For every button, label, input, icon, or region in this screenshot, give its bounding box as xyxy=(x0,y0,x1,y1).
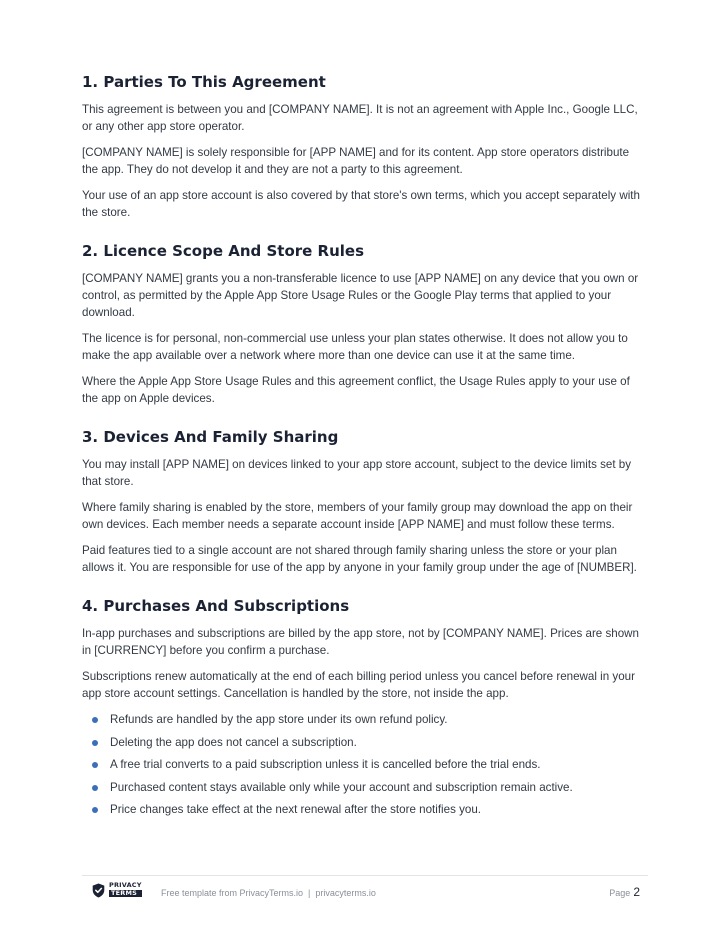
paragraph: Your use of an app store account is also covered by that store's own terms, which you accept separately with the store. xyxy=(82,189,640,219)
list-item-text: Deleting the app does not cancel a subscription. xyxy=(110,735,357,749)
bullet-icon xyxy=(92,785,98,791)
footer-separator: | xyxy=(308,888,311,898)
section-heading: 3. Devices And Family Sharing xyxy=(82,428,339,446)
section-licence-scope xyxy=(82,241,648,416)
list-item xyxy=(82,779,648,796)
paragraph: Paid features tied to a single account are not shared through family sharing unless the store or your plan allows it. You are responsible for use of the app by anyone in your family group under the age of [NUMBER]. xyxy=(82,544,637,574)
section-heading: 2. Licence Scope And Store Rules xyxy=(82,242,365,260)
paragraph: Subscriptions renew automatically at the end of each billing period unless you cancel before renewal in your app store account settings. Cancellation is handled by the store, not inside the app. xyxy=(82,670,635,700)
list-item-text: Price changes take effect at the next renewal after the store notifies you. xyxy=(110,803,481,816)
list-item-text: A free trial converts to a paid subscription unless it is cancelled before the trial ends. xyxy=(110,758,541,771)
list-item-text: Purchased content stays available only while your account and subscription remain active. xyxy=(110,780,573,794)
paragraph: In-app purchases and subscriptions are billed by the app store, not by [COMPANY NAME]. Prices are shown in [CURRENCY] before you confirm a purchase. xyxy=(82,627,639,657)
logo-wordmark xyxy=(109,882,142,897)
section-heading: 1. Parties To This Agreement xyxy=(82,73,326,91)
logo-line-terms: TERMS xyxy=(109,890,142,897)
bullet-icon xyxy=(92,807,98,813)
paragraph: The licence is for personal, non-commercial use unless your plan states otherwise. It does not allow you to make the app available over a network where more than one device can use it at the same time. xyxy=(82,332,628,362)
bullet-list xyxy=(82,711,648,818)
page-number-value: 2 xyxy=(633,885,640,899)
footer-note xyxy=(161,888,376,898)
list-item xyxy=(82,801,648,818)
paragraph: This agreement is between you and [COMPANY NAME]. It is not an agreement with Apple Inc., Google LLC, or any other app store operator. xyxy=(82,103,638,133)
section-purchases xyxy=(82,596,648,824)
privacyterms-logo xyxy=(92,882,152,900)
logo-line-privacy: PRIVACY xyxy=(109,881,142,889)
list-item xyxy=(82,711,648,728)
footer-divider xyxy=(82,875,648,876)
paragraph: [COMPANY NAME] is solely responsible for [APP NAME] and for its content. App store operators distribute the app. They do not develop it and they are not a party to this agreement. xyxy=(82,146,630,176)
paragraph: Where the Apple App Store Usage Rules and this agreement conflict, the Usage Rules apply to your use of the app on Apple devices. xyxy=(82,375,630,405)
paragraph: Where family sharing is enabled by the store, members of your family group may download the app on their own devices. Each member needs a separate account inside [APP NAME] and must follow these terms. xyxy=(82,501,633,531)
bullet-icon xyxy=(92,740,98,746)
list-item-text: Refunds are handled by the app store under its own refund policy. xyxy=(110,713,448,726)
paragraph: You may install [APP NAME] on devices linked to your app store account, subject to the device limits set by that store. xyxy=(82,458,632,488)
page-number xyxy=(609,885,640,899)
page-footer xyxy=(82,882,648,902)
page-label: Page xyxy=(609,888,631,898)
section-devices-family xyxy=(82,427,648,585)
section-heading: 4. Purchases And Subscriptions xyxy=(82,597,350,615)
bullet-icon xyxy=(92,717,98,723)
bullet-icon xyxy=(92,762,98,768)
section-parties xyxy=(82,72,648,230)
list-item xyxy=(82,734,648,751)
paragraph: [COMPANY NAME] grants you a non-transferable licence to use [APP NAME] on any device that you own or control, as permitted by the Apple App Store Usage Rules or the Google Play terms that applied to your download. xyxy=(82,272,639,319)
footer-site-link[interactable]: privacyterms.io xyxy=(315,888,376,898)
list-item xyxy=(82,756,648,773)
footer-template-note: Free template from PrivacyTerms.io xyxy=(161,888,304,898)
shield-check-icon xyxy=(92,883,105,898)
